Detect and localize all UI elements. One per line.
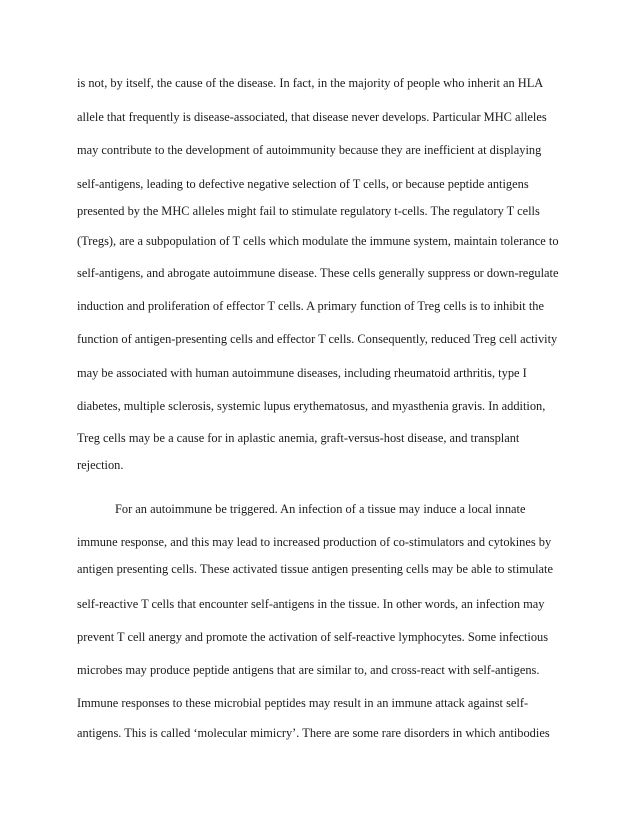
text-line: self-antigens, and abrogate autoimmune disease. These cells generally suppress or down-regulate [77, 266, 559, 280]
text-line: Treg cells may be a cause for in aplastic anemia, graft-versus-host disease, and transplant [77, 431, 520, 445]
text-line: diabetes, multiple sclerosis, systemic lupus erythematosus, and myasthenia gravis. In addition, [77, 399, 546, 413]
text-line: antigens. This is called ‘molecular mimicry’. There are some rare disorders in which antibodies [77, 726, 550, 740]
text-line: prevent T cell anergy and promote the activation of self-reactive lymphocytes. Some infectious [77, 630, 549, 644]
text-line: Immune responses to these microbial peptides may result in an immune attack against self- [77, 696, 529, 710]
text-line: presented by the MHC alleles might fail to stimulate regulatory t-cells. The regulatory T cells [77, 204, 540, 218]
text-line: may contribute to the development of autoimmunity because they are inefficient at displaying [77, 143, 542, 157]
text-line: rejection. [77, 458, 124, 472]
text-line: may be associated with human autoimmune diseases, including rheumatoid arthritis, type I [77, 366, 527, 380]
text-line: immune response, and this may lead to increased production of co-stimulators and cytokines by [77, 535, 552, 549]
text-line: self-antigens, leading to defective negative selection of T cells, or because peptide antigens [77, 177, 529, 191]
text-line: (Tregs), are a subpopulation of T cells which modulate the immune system, maintain tolerance to [77, 234, 559, 248]
text-line: allele that frequently is disease-associated, that disease never develops. Particular MHC alleles [77, 110, 547, 124]
text-line: function of antigen-presenting cells and effector T cells. Consequently, reduced Treg cell activity [77, 332, 558, 346]
text-line: induction and proliferation of effector T cells. A primary function of Treg cells is to inhibit the [77, 299, 544, 313]
paragraph-first-line: For an autoimmune be triggered. An infection of a tissue may induce a local innate [115, 502, 526, 516]
text-line: self-reactive T cells that encounter self-antigens in the tissue. In other words, an infection may [77, 597, 545, 611]
text-line: is not, by itself, the cause of the disease. In fact, in the majority of people who inherit an HLA [77, 76, 544, 90]
text-line: antigen presenting cells. These activated tissue antigen presenting cells may be able to stimulate [77, 562, 553, 576]
text-line: microbes may produce peptide antigens that are similar to, and cross-react with self-antigens. [77, 663, 540, 677]
